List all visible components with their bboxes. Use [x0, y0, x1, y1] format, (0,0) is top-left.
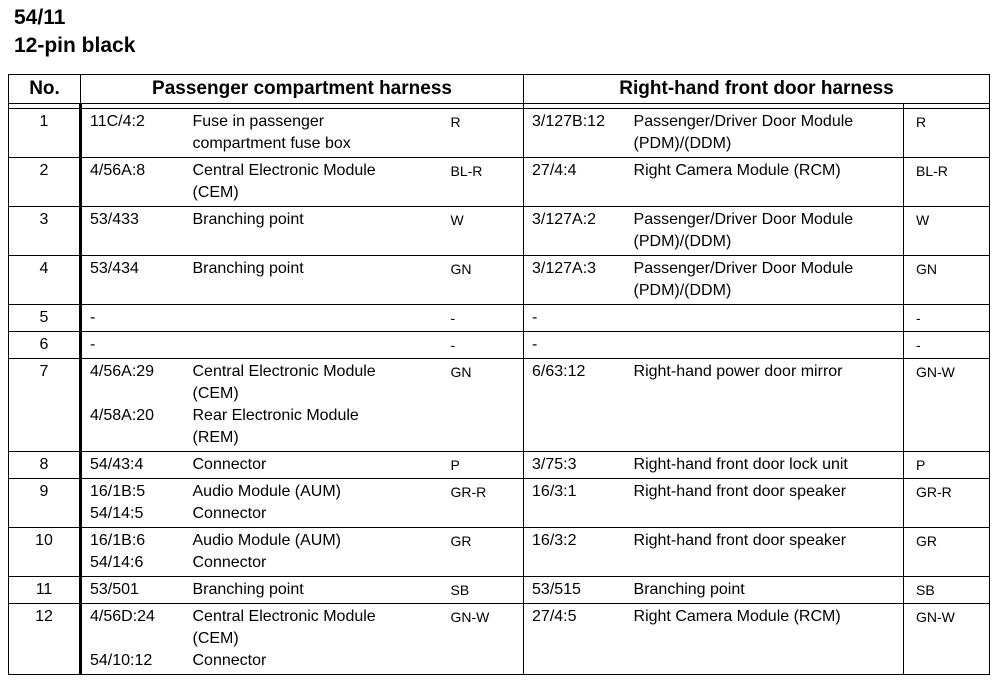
passenger-wire-color	[439, 359, 524, 452]
table-row	[9, 256, 990, 305]
passenger-wire-color	[439, 479, 524, 528]
door-wire-color	[904, 604, 990, 675]
passenger-description-line	[193, 231, 433, 253]
passenger-code-line	[90, 383, 179, 405]
door-description-line: (PDM)/(DDM)	[633, 233, 732, 250]
header-row	[9, 75, 990, 104]
passenger-code-line: 54/14:5	[90, 505, 144, 522]
passenger-description	[185, 479, 439, 528]
passenger-code	[81, 452, 185, 479]
passenger-wire-color	[439, 256, 524, 305]
pin-number-text: 11	[35, 581, 53, 598]
door-code-line	[532, 133, 620, 155]
passenger-code-line: -	[90, 336, 96, 353]
table-row	[9, 528, 990, 577]
door-code-line	[532, 280, 620, 302]
pin-number-text: 7	[39, 363, 49, 380]
door-code	[524, 452, 626, 479]
table-body	[9, 104, 990, 675]
door-code-line: 27/4:4	[532, 162, 577, 179]
door-description	[626, 577, 904, 604]
door-code	[524, 359, 626, 452]
door-wire-color	[904, 158, 990, 207]
door-code	[524, 305, 626, 332]
door-description	[626, 479, 904, 528]
passenger-code-line: 54/43:4	[90, 456, 144, 473]
passenger-code	[81, 604, 185, 675]
door-code-line: 6/63:12	[532, 363, 586, 380]
door-description	[626, 207, 904, 256]
door-code-line: -	[532, 336, 538, 353]
passenger-description-line	[193, 280, 433, 302]
passenger-wire-color	[439, 305, 524, 332]
door-description-line: Right Camera Module (RCM)	[633, 162, 841, 179]
door-wire-color	[904, 332, 990, 359]
passenger-description	[185, 109, 439, 158]
passenger-description	[185, 452, 439, 479]
passenger-description-line	[193, 334, 433, 356]
door-description-line	[634, 334, 898, 356]
passenger-wire-color-text: GN	[450, 364, 472, 380]
pin-number-text: 4	[39, 260, 49, 277]
passenger-description-line: compartment fuse box	[192, 135, 351, 152]
door-description-line: Passenger/Driver Door Module	[633, 211, 854, 228]
table-row	[9, 479, 990, 528]
passenger-code-line: 54/14:6	[90, 554, 144, 571]
passenger-code-line: 11C/4:2	[90, 113, 145, 130]
passenger-description	[185, 604, 439, 675]
door-wire-color-text: GN	[916, 261, 938, 277]
pin-number	[9, 158, 81, 207]
pin-number	[9, 256, 81, 305]
passenger-code-line: 16/1B:5	[90, 483, 146, 500]
header-no: No.	[9, 75, 81, 104]
passenger-description-line: Connector	[192, 554, 267, 571]
pin-number	[9, 109, 81, 158]
door-description-line: Right-hand front door lock unit	[633, 456, 848, 473]
passenger-wire-color	[439, 109, 524, 158]
table-row	[9, 604, 990, 675]
door-code-line: 16/3:1	[532, 483, 577, 500]
door-wire-color-text: GN-W	[916, 364, 955, 380]
passenger-description-line	[193, 307, 433, 329]
passenger-code	[81, 158, 185, 207]
door-description	[626, 305, 904, 332]
passenger-code	[81, 256, 185, 305]
pin-number-text: 5	[39, 309, 49, 326]
passenger-code	[81, 207, 185, 256]
passenger-description	[185, 305, 439, 332]
pin-number-text: 1	[39, 113, 49, 130]
door-code	[524, 256, 626, 305]
door-description-line	[634, 307, 898, 329]
passenger-code	[81, 332, 185, 359]
connector-description: 12-pin black	[14, 34, 136, 57]
door-description	[626, 256, 904, 305]
passenger-description-line: Audio Module (AUM)	[192, 483, 341, 500]
passenger-code-line	[90, 280, 179, 302]
door-wire-color-text: W	[916, 212, 930, 228]
passenger-wire-color	[439, 528, 524, 577]
pin-number	[9, 528, 81, 577]
pin-number	[9, 452, 81, 479]
table-row	[9, 305, 990, 332]
table-row	[9, 452, 990, 479]
door-description	[626, 109, 904, 158]
door-wire-color-text: P	[916, 457, 926, 473]
passenger-code-line: 53/501	[90, 581, 139, 598]
passenger-code-line: 53/434	[90, 260, 139, 277]
door-code	[524, 158, 626, 207]
door-code-line: 3/127A:2	[532, 211, 597, 228]
passenger-description-line: Connector	[192, 456, 267, 473]
door-description	[626, 332, 904, 359]
door-wire-color	[904, 528, 990, 577]
passenger-wire-color	[439, 577, 524, 604]
pin-number	[9, 479, 81, 528]
passenger-description	[185, 332, 439, 359]
door-description	[626, 528, 904, 577]
door-description	[626, 604, 904, 675]
table-row	[9, 332, 990, 359]
passenger-code-line: 4/58A:20	[90, 407, 155, 424]
door-code-line: -	[532, 309, 538, 326]
door-description	[626, 158, 904, 207]
header-passenger-harness: Passenger compartment harness	[81, 75, 524, 104]
passenger-description-line: Central Electronic Module	[192, 162, 376, 179]
passenger-description-line: (CEM)	[192, 184, 239, 201]
passenger-wire-color-text: -	[450, 310, 456, 326]
door-description-line: (PDM)/(DDM)	[633, 135, 732, 152]
door-description-line: Right Camera Module (RCM)	[633, 608, 841, 625]
table-row	[9, 207, 990, 256]
passenger-code-line	[90, 628, 179, 650]
connector-id: 54/11	[14, 6, 66, 29]
passenger-description	[185, 577, 439, 604]
door-code	[524, 528, 626, 577]
passenger-code-line: 4/56A:29	[90, 363, 155, 380]
passenger-code-line: 4/56A:8	[90, 162, 146, 179]
passenger-wire-color-text: R	[450, 114, 461, 130]
passenger-code-line	[90, 427, 179, 449]
passenger-description	[185, 207, 439, 256]
door-wire-color-text: SB	[916, 582, 935, 598]
passenger-description-line: Central Electronic Module	[192, 608, 376, 625]
door-wire-color-text: GN-W	[916, 609, 955, 625]
passenger-wire-color-text: GR	[450, 533, 472, 549]
passenger-description-line: Rear Electronic Module	[192, 407, 359, 424]
door-wire-color	[904, 207, 990, 256]
passenger-wire-color-text: GR-R	[450, 484, 487, 500]
passenger-description	[185, 528, 439, 577]
table-row	[9, 109, 990, 158]
passenger-description-line: Branching point	[192, 211, 304, 228]
door-wire-color-text: R	[916, 114, 927, 130]
door-code-line: 3/127B:12	[532, 113, 605, 130]
door-code	[524, 479, 626, 528]
door-code-line: 3/75:3	[532, 456, 577, 473]
door-wire-color	[904, 305, 990, 332]
door-description-line: Passenger/Driver Door Module	[633, 260, 854, 277]
door-code-line: 53/515	[532, 581, 581, 598]
door-code-line	[532, 231, 620, 253]
door-wire-color	[904, 577, 990, 604]
pin-number-text: 2	[39, 162, 49, 179]
passenger-description-line: (REM)	[192, 429, 239, 446]
pin-number	[9, 207, 81, 256]
passenger-description-line: Fuse in passenger	[192, 113, 325, 130]
door-wire-color	[904, 479, 990, 528]
passenger-description-line: Branching point	[192, 260, 304, 277]
passenger-description	[185, 256, 439, 305]
door-wire-color	[904, 109, 990, 158]
door-wire-color-text: -	[916, 337, 921, 353]
passenger-wire-color-text: W	[450, 212, 464, 228]
passenger-code-line	[90, 133, 179, 155]
passenger-description-line: Connector	[192, 652, 267, 669]
door-code	[524, 207, 626, 256]
table-row	[9, 359, 990, 452]
passenger-wire-color-text: SB	[450, 582, 470, 598]
passenger-wire-color-text: BL-R	[450, 163, 483, 179]
header-door-harness: Right-hand front door harness	[524, 75, 990, 104]
passenger-description	[185, 359, 439, 452]
passenger-description-line: Central Electronic Module	[192, 363, 376, 380]
passenger-code-line	[90, 231, 179, 253]
passenger-code	[81, 109, 185, 158]
passenger-description	[185, 158, 439, 207]
door-wire-color	[904, 256, 990, 305]
door-wire-color-text: -	[916, 310, 921, 326]
pin-number-text: 10	[35, 532, 53, 549]
passenger-description-line: (CEM)	[192, 385, 239, 402]
door-wire-color	[904, 359, 990, 452]
door-wire-color-text: BL-R	[916, 163, 948, 179]
passenger-code-line: -	[90, 309, 96, 326]
door-description	[626, 452, 904, 479]
passenger-description-line: Branching point	[192, 581, 304, 598]
pin-number	[9, 332, 81, 359]
pin-number-text: 12	[35, 608, 53, 625]
door-code	[524, 109, 626, 158]
passenger-code	[81, 528, 185, 577]
door-wire-color-text: GR-R	[916, 484, 952, 500]
door-description-line: Right-hand front door speaker	[633, 483, 847, 500]
pin-number	[9, 305, 81, 332]
pin-table	[8, 74, 990, 675]
passenger-code	[81, 359, 185, 452]
door-description-line: Branching point	[633, 581, 745, 598]
passenger-code	[81, 479, 185, 528]
door-description-line: Passenger/Driver Door Module	[633, 113, 854, 130]
door-description	[626, 359, 904, 452]
pin-number-text: 3	[39, 211, 49, 228]
passenger-code-line: 53/433	[90, 211, 139, 228]
passenger-wire-color-text: GN-W	[450, 609, 490, 625]
passenger-wire-color	[439, 207, 524, 256]
passenger-description-line: Connector	[192, 505, 267, 522]
door-description-line: Right-hand front door speaker	[633, 532, 847, 549]
passenger-description-line: Audio Module (AUM)	[192, 532, 341, 549]
passenger-code-line: 4/56D:24	[90, 608, 155, 625]
door-code	[524, 332, 626, 359]
passenger-code	[81, 305, 185, 332]
passenger-wire-color	[439, 452, 524, 479]
door-code	[524, 604, 626, 675]
passenger-code-line: 16/1B:6	[90, 532, 146, 549]
table-row	[9, 158, 990, 207]
pin-number	[9, 359, 81, 452]
door-code-line: 3/127A:3	[532, 260, 597, 277]
passenger-code-line	[90, 182, 179, 204]
passenger-wire-color-text: GN	[450, 261, 472, 277]
pin-number-text: 9	[39, 483, 49, 500]
pin-number	[9, 577, 81, 604]
door-code	[524, 577, 626, 604]
passenger-code	[81, 577, 185, 604]
door-code-line: 16/3:2	[532, 532, 577, 549]
passenger-wire-color	[439, 332, 524, 359]
passenger-wire-color	[439, 604, 524, 675]
door-description-line: (PDM)/(DDM)	[633, 282, 732, 299]
door-wire-color-text: GR	[916, 533, 938, 549]
door-description-line: Right-hand power door mirror	[633, 363, 843, 380]
passenger-wire-color	[439, 158, 524, 207]
pin-number	[9, 604, 81, 675]
passenger-code-line: 54/10:12	[90, 652, 153, 669]
passenger-wire-color-text: -	[450, 337, 456, 353]
table-row	[9, 577, 990, 604]
pin-number-text: 8	[39, 456, 49, 473]
pin-number-text: 6	[39, 336, 49, 353]
passenger-wire-color-text: P	[450, 457, 460, 473]
door-code-line: 27/4:5	[532, 608, 577, 625]
door-wire-color	[904, 452, 990, 479]
passenger-description-line: (CEM)	[192, 630, 239, 647]
